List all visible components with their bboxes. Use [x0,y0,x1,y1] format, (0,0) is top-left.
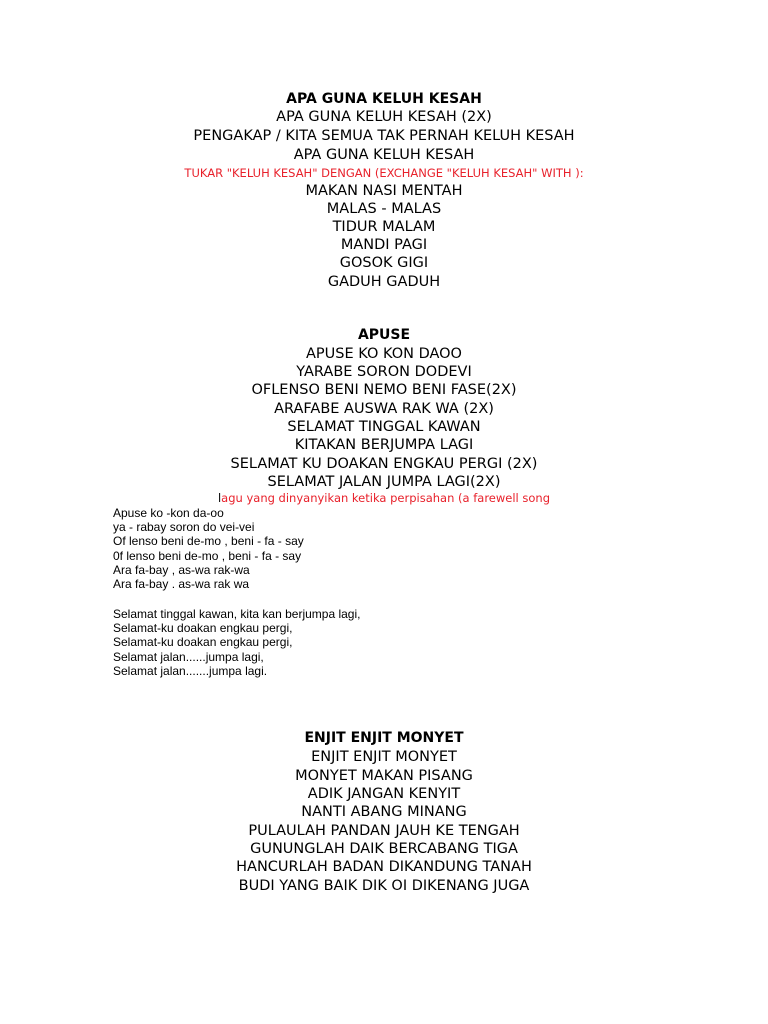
lyric-line: ADIK JANGAN KENYIT [307,786,461,802]
lyric-line: SELAMAT JALAN JUMPA LAGI(2X) [267,474,501,490]
lyric-line: ARAFABE AUSWA RAK WA (2X) [274,401,494,417]
pronunciation-line: 0f lenso beni de-mo , beni - fa - say [113,548,302,563]
lyric-line: ENJIT ENJIT MONYET [311,749,457,765]
pronunciation-line: Ara fa-bay , as-wa rak-wa [113,562,250,577]
lyric-line: APA GUNA KELUH KESAH (2X) [276,109,492,125]
farewell-note [0,491,768,505]
selamat-block [113,607,360,678]
lyric-line: SELAMAT KU DOAKAN ENGKAU PERGI (2X) [230,456,538,472]
song-title-apa-guna: APA GUNA KELUH KESAH [286,91,482,107]
lyric-line: KITAKAN BERJUMPA LAGI [294,437,474,453]
selamat-line: Selamat tinggal kawan, kita kan berjumpa lagi, [113,607,361,621]
song-title-apuse: APUSE [357,327,411,343]
lyric-line: GADUH GADUH [327,274,441,290]
song-title-enjit: ENJIT ENJIT MONYET [304,730,464,746]
lyric-line: GUNUNGLAH DAIK BERCABANG TIGA [250,841,518,857]
lyric-line: APA GUNA KELUH KESAH [293,147,475,163]
lyric-line: BUDI YANG BAIK DIK OI DIKENANG JUGA [238,878,530,894]
lyric-line: TIDUR MALAM [332,219,436,235]
lyric-line: MAKAN NASI MENTAH [305,183,463,199]
lyric-line: APUSE KO KON DAOO [306,346,462,362]
lyric-line: NANTI ABANG MINANG [301,804,467,820]
pronunciation-block [113,506,304,591]
pronunciation-line: Of lenso beni de-mo , beni - fa - say [113,534,304,549]
lyric-line: OFLENSO BENI NEMO BENI FASE(2X) [251,382,517,398]
selamat-line: Selamat jalan.......jumpa lagi. [113,663,268,678]
pronunciation-line: Apuse ko -kon da-oo [113,506,224,520]
lyric-line: MALAS - MALAS [326,201,442,217]
selamat-line: Selamat-ku doakan engkau pergi, [113,621,293,636]
selamat-line: Selamat-ku doakan engkau pergi, [113,635,293,650]
instruction-note: TUKAR "KELUH KESAH" DENGAN (EXCHANGE "KELUH KESAH" WITH ): [184,166,584,180]
lyric-line: YARABE SORON DODEVI [296,364,472,380]
lyric-line: PULAULAH PANDAN JAUH KE TENGAH [248,823,520,839]
pronunciation-line: ya - rabay soron do vei-vei [113,520,255,535]
lyric-line: MANDI PAGI [340,237,428,253]
selamat-line: Selamat jalan......jumpa lagi, [113,649,264,664]
farewell-note-first-letter: l [217,491,222,505]
lyric-line: HANCURLAH BADAN DIKANDUNG TANAH [236,859,532,875]
lyric-line: PENGAKAP / KITA SEMUA TAK PERNAH KELUH KESAH [193,128,575,144]
lyric-line: SELAMAT TINGGAL KAWAN [287,419,481,435]
farewell-note-text: agu yang dinyanyikan ketika perpisahan (a farewell song [221,491,551,505]
lyric-line: GOSOK GIGI [339,255,429,271]
lyric-line: MONYET MAKAN PISANG [295,768,473,784]
pronunciation-line: Ara fa-bay . as-wa rak wa [113,577,250,592]
